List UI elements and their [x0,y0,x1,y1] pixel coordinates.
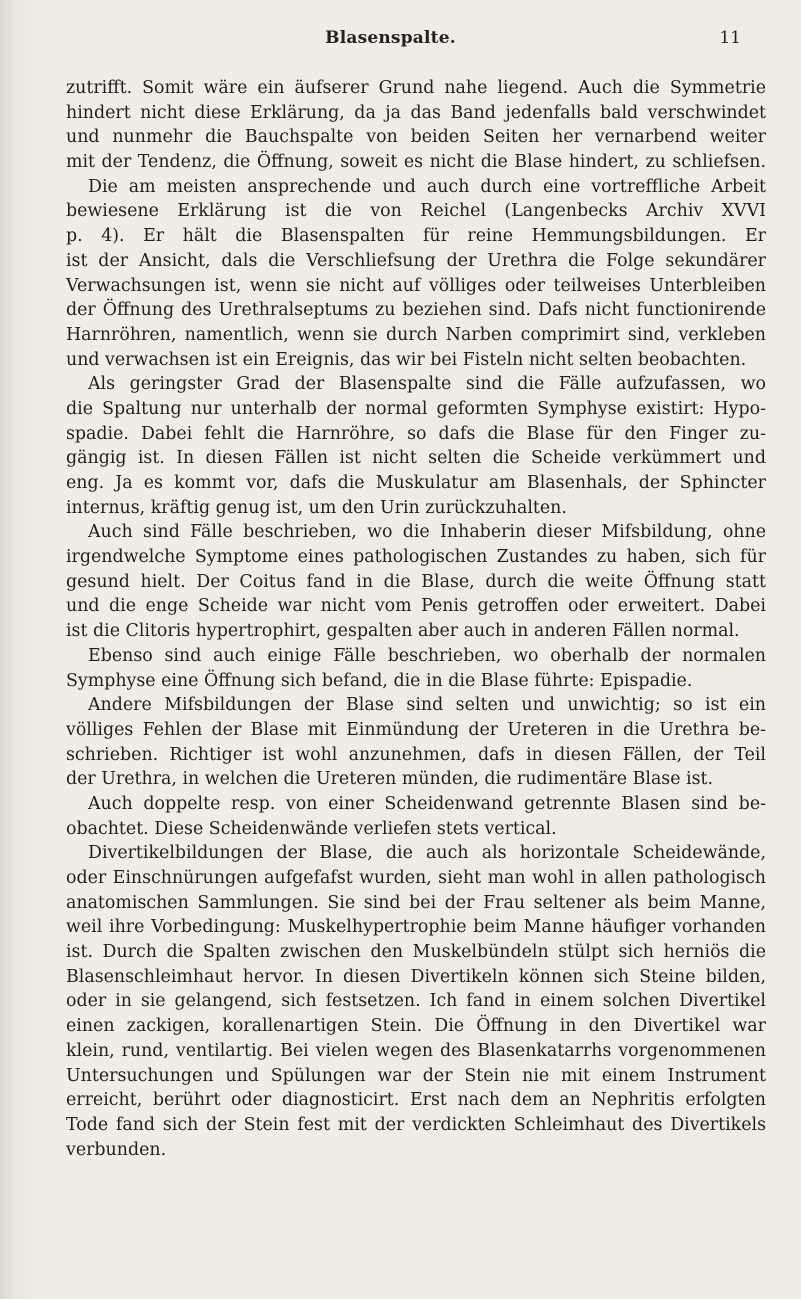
text-line: verbunden. [66,1139,167,1160]
body-text [66,76,766,1162]
text-line: Auch doppelte resp. von einer Scheidenwand getrennte Blasen sind be- [88,793,766,814]
text-line: Ebenso sind auch einige Fälle beschrieben, wo oberhalb der normalen [88,645,766,666]
running-title: Blasenspalte. [325,28,456,48]
text-line: Symphyse eine Öffnung sich befand, die in die Blase führte: Epispadie. [66,670,693,691]
page-number: 11 [719,28,741,48]
running-header [40,28,741,54]
text-line: spadie. Dabei fehlt die Harnröhre, so dafs die Blase für den Finger zu- [66,423,766,444]
text-line: internus, kräftig genug ist, um den Urin zurückzuhalten. [66,497,567,518]
text-line: und nunmehr die Bauchspalte von beiden Seiten her vernarbend weiter [66,127,766,148]
text-line: ist. Durch die Spalten zwischen den Muskelbündeln stülpt sich herniös die [66,942,766,963]
text-line: und verwachsen ist ein Ereignis, das wir bei Fisteln nicht selten beobachten. [66,349,747,370]
text-line: schrieben. Richtiger ist wohl anzunehmen, dafs in diesen Fällen, der Teil [66,744,766,765]
text-line: Divertikelbildungen der Blase, die auch als horizontale Scheidewände, [88,843,766,864]
text-line: obachtet. Diese Scheidenwände verliefen stets vertical. [66,818,557,839]
text-line: einen zackigen, korallenartigen Stein. Die Öffnung in den Divertikel war [66,1016,766,1037]
text-line: völliges Fehlen der Blase mit Einmündung der Ureteren in die Urethra be- [66,719,766,740]
text-line: mit der Tendenz, die Öffnung, soweit es nicht die Blase hindert, zu schliefsen. [66,152,766,173]
text-line: Als geringster Grad der Blasenspalte sind die Fälle aufzufassen, wo [88,374,766,395]
text-line: oder in sie gelangend, sich festsetzen. Ich fand in einem solchen Divertikel [66,991,766,1012]
text-line: erreicht, berührt oder diagnosticirt. Erst nach dem an Nephritis erfolgten [66,1090,766,1111]
text-line: gängig ist. In diesen Fällen ist nicht selten die Scheide verkümmert und [66,448,766,469]
text-line: Tode fand sich der Stein fest mit der verdickten Schleimhaut des Divertikels [66,1114,766,1135]
text-line: Verwachsungen ist, wenn sie nicht auf völliges oder teilweises Unterbleiben [66,275,766,296]
text-line: weil ihre Vorbedingung: Muskelhypertrophie beim Manne häufiger vorhanden [66,917,766,938]
text-line: zutrifft. Somit wäre ein äufserer Grund nahe liegend. Auch die Symmetrie [66,78,766,98]
text-line: Die am meisten ansprechende und auch durch eine vortreffliche Arbeit [88,176,766,197]
text-line: ist die Clitoris hypertrophirt, gespalten aber auch in anderen Fällen normal. [66,621,740,642]
text-line: gesund hielt. Der Coitus fand in die Blase, durch die weite Öffnung statt [66,571,766,592]
text-line: Andere Mifsbildungen der Blase sind selten und unwichtig; so ist ein [88,695,766,716]
text-line: und die enge Scheide war nicht vom Penis getroffen oder erweitert. Dabei [66,596,766,617]
text-line: hindert nicht diese Erklärung, da ja das Band jedenfalls bald verschwindet [66,102,766,123]
text-line: eng. Ja es kommt vor, dafs die Muskulatur am Blasenhals, der Sphincter [66,473,766,493]
text-line: anatomischen Sammlungen. Sie sind bei der Frau seltener als beim Manne, [66,892,766,913]
text-line: bewiesene Erklärung ist die von Reichel (Langenbecks Archiv XVVI [66,201,766,222]
text-line: Harnröhren, namentlich, wenn sie durch Narben comprimirt sind, verkleben [66,324,766,345]
text-line: ist der Ansicht, dals die Verschliefsung der Urethra die Folge sekundärer [66,250,766,271]
text-line: p. 4). Er hält die Blasenspalten für reine Hemmungsbildungen. Er [66,226,766,247]
text-line: oder Einschnürungen aufgefafst wurden, sieht man wohl in allen pathologisch [66,868,766,888]
text-line: der Urethra, in welchen die Ureteren münden, die rudimentäre Blase ist. [66,769,714,790]
text-line: die Spaltung nur unterhalb der normal geformten Symphyse existirt: Hypo- [66,398,766,419]
text-line: Auch sind Fälle beschrieben, wo die Inhaberin dieser Mifsbildung, ohne [88,522,766,543]
text-line: Blasenschleimhaut hervor. In diesen Divertikeln können sich Steine bilden, [66,966,766,987]
text-line: irgendwelche Symptome eines pathologischen Zustandes zu haben, sich für [66,547,766,568]
text-line: der Öffnung des Urethralseptums zu beziehen sind. Dafs nicht functionirende [66,300,766,321]
text-line: Untersuchungen und Spülungen war der Stein nie mit einem Instrument [66,1065,766,1086]
text-line: klein, rund, ventilartig. Bei vielen wegen des Blasenkatarrhs vorgenommenen [66,1040,766,1061]
